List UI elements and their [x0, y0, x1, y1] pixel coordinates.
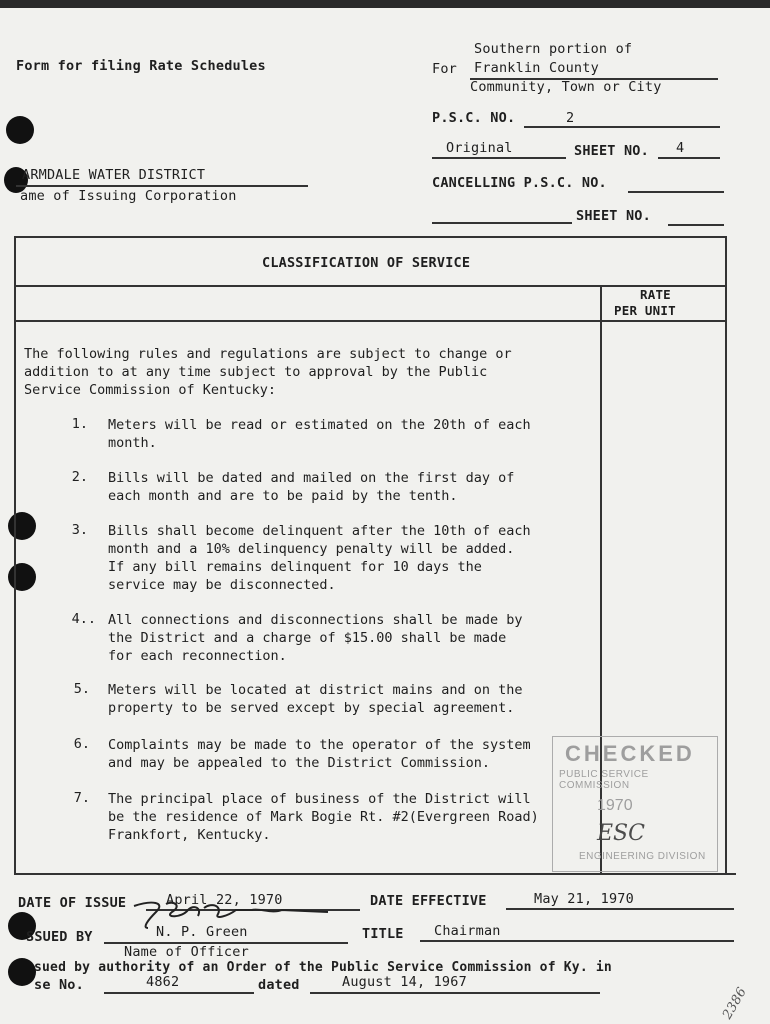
table-right-border	[725, 236, 727, 874]
case-underline	[104, 992, 254, 994]
sheet2-underline	[668, 224, 724, 226]
stamp-division: ENGINEERING DIVISION	[579, 851, 706, 862]
sheet-label: SHEET NO.	[574, 143, 649, 159]
table-title: CLASSIFICATION OF SERVICE	[262, 255, 471, 271]
issued-by-value: N. P. Green	[156, 924, 248, 940]
stamp-initials: ESC	[597, 821, 645, 846]
date-effective-value: May 21, 1970	[534, 891, 634, 907]
rate-header-line2: PER UNIT	[614, 303, 676, 318]
corporation-caption: ame of Issuing Corporation	[20, 188, 237, 204]
corporation-name: ARMDALE WATER DISTRICT	[22, 167, 206, 183]
stamp-commission: PUBLIC SERVICE COMMISSION	[559, 769, 649, 791]
title-value: Chairman	[434, 923, 501, 939]
date-effective-underline	[506, 908, 734, 910]
case-label: se No.	[34, 977, 84, 993]
rule-text: Bills shall become delinquent after the 10th of each month and a 10% delinquency penalty will be added. If any bill remains delinquent for 10 days the service may be disconnected.	[108, 523, 531, 593]
psc-number: 2	[566, 110, 575, 126]
rule-text: Bills will be dated and mailed on the first day of each month and are to be paid by the tenth.	[108, 470, 515, 504]
cancelling-label: CANCELLING P.S.C. NO.	[432, 175, 607, 191]
rule-text: Meters will be located at district mains and on the property to be served except by special agreement.	[108, 682, 523, 716]
sheet-number: 4	[676, 140, 685, 156]
title-label: TITLE	[362, 926, 404, 942]
dated-underline	[310, 992, 600, 994]
table-bottom-border	[14, 873, 736, 875]
rule-number: 1.	[71, 416, 88, 432]
rule-text: The principal place of business of the District will be the residence of Mark Bogie Rt. #2(Evergreen Road) Frankfort, Kentucky.	[108, 791, 539, 843]
authority-line: sued by authority of an Order of the Public Service Commission of Ky. in	[34, 960, 612, 975]
rule-number: 4..	[71, 611, 96, 627]
rule-number: 7.	[73, 790, 90, 806]
stamp-title: CHECKED	[565, 741, 695, 766]
rule-text: All connections and disconnections shall be made by the District and a charge of $15.00 shall be made for each reconnection.	[108, 612, 523, 664]
punch-hole	[8, 563, 36, 591]
punch-hole	[8, 958, 36, 986]
intro-paragraph: The following rules and regulations are subject to change or addition to at any time subject to approval by the Public Service Commission of Kentucky:	[24, 346, 512, 398]
punch-hole	[6, 116, 34, 144]
community-line1: Southern portion of	[474, 41, 633, 57]
sheet2-label: SHEET NO.	[576, 208, 651, 224]
date-effective-label: DATE EFFECTIVE	[370, 893, 487, 909]
table-left-border	[14, 236, 16, 874]
stamp-date: 1970	[597, 797, 633, 814]
form-title: Form for filing Rate Schedules	[16, 58, 266, 74]
officer-caption: Name of Officer	[124, 944, 249, 960]
dated-label: dated	[258, 977, 300, 993]
dated-value: August 14, 1967	[342, 974, 467, 990]
psc-label: P.S.C. NO.	[432, 110, 516, 126]
issued-by-label: SSUED BY	[26, 929, 93, 945]
date-issue-label: DATE OF ISSUE	[18, 895, 127, 911]
rule-number: 6.	[73, 736, 90, 752]
original-label: Original	[446, 140, 513, 156]
sheet2-underline-left	[432, 222, 572, 224]
rule-number: 3.	[71, 522, 88, 538]
rule-number: 5.	[73, 681, 90, 697]
psc-underline	[524, 126, 720, 128]
sheet-underline	[658, 157, 720, 159]
rule-text: Meters will be read or estimated on the 20th of each month.	[108, 417, 531, 451]
community-line2: Franklin County	[474, 60, 599, 76]
officer-signature	[132, 898, 332, 934]
table-header-divider	[14, 320, 726, 322]
corporation-underline	[16, 185, 308, 187]
checked-stamp	[552, 736, 718, 872]
date-issue-value: April 22, 1970	[166, 892, 283, 908]
table-top-border	[14, 236, 726, 238]
rule-text: Complaints may be made to the operator of the system and may be appealed to the District Commission.	[108, 737, 531, 771]
community-caption: Community, Town or City	[470, 79, 662, 95]
punch-hole	[8, 512, 36, 540]
rate-header-line1: RATE	[640, 287, 671, 302]
cancelling-underline	[628, 191, 724, 193]
rule-number: 2.	[71, 469, 88, 485]
scan-edge	[0, 0, 770, 8]
for-label: For	[432, 61, 457, 77]
case-number: 4862	[146, 974, 180, 990]
margin-note: 2386	[719, 985, 750, 1022]
original-underline	[432, 157, 566, 159]
table-title-divider	[14, 285, 726, 287]
title-underline	[420, 940, 734, 942]
